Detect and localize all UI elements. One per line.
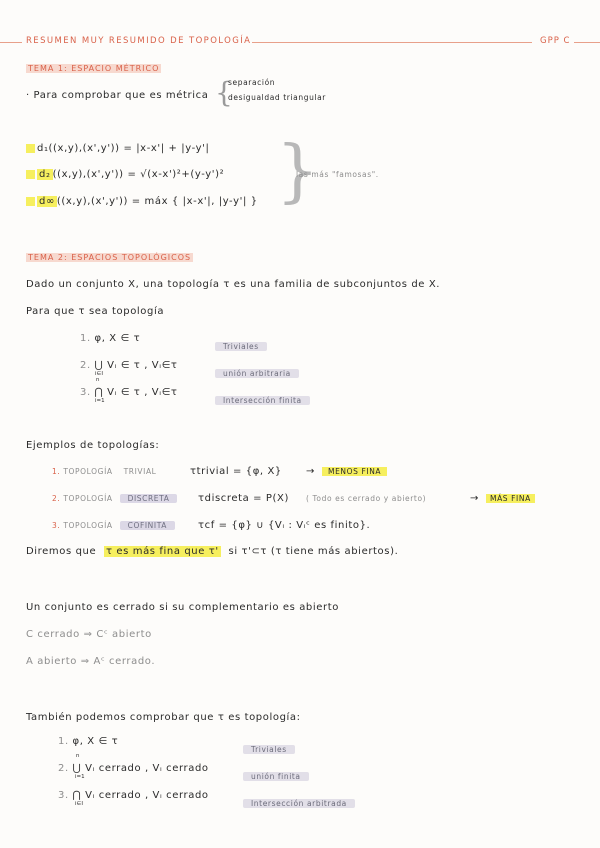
example-discrete: 2. TOPOLOGÍA DISCRETA — [52, 494, 177, 503]
axiom-3: 3. ⋂ Vᵢ ∈ τ , Vᵢ∈τ — [80, 387, 178, 398]
axiom2-3-tag: Intersección arbitrada — [243, 791, 355, 810]
axiom-1: 1. φ, X ∈ τ — [80, 333, 141, 344]
author-tag: GPP C — [540, 36, 571, 46]
axiom-3-sub: i=1 — [95, 398, 105, 404]
axiom2-2: 2. ⋃ Vᵢ cerrado , Vᵢ cerrado — [58, 763, 209, 774]
example-trivial-expr: τtrivial = {φ, X} — [190, 466, 282, 477]
example-discrete-expr: τdiscreta = P(X) — [198, 493, 289, 504]
axiom2-3-sub: i∈I — [75, 801, 83, 807]
axiom2-2-sub: i=1 — [75, 774, 85, 780]
header-rule-left — [0, 42, 22, 43]
axiom-2: 2. ⋃ Vᵢ ∈ τ , Vᵢ∈τ — [80, 360, 178, 371]
brace-left: { — [215, 76, 233, 109]
example-discrete-paren: ( Todo es cerrado y abierto) — [306, 494, 427, 503]
example-trivial-arrow: → — [306, 466, 315, 477]
famous-note: las más "famosas". — [296, 170, 379, 179]
axiom2-2-sup: n — [76, 753, 80, 759]
axiom2-1-tag: Triviales — [243, 737, 295, 756]
metric-dinf: d∞ ((x,y),(x',y')) = máx { |x-x'|, |y-y'| } — [26, 196, 258, 207]
metric-d1: d₁((x,y),(x',y')) = |x-x'| + |y-y'| — [26, 143, 209, 154]
metric-check-line: · Para comprobar que es métrica — [26, 90, 209, 101]
closed-implies-open: C cerrado ⇒ Cᶜ abierto — [26, 629, 152, 640]
brace-item-triangle: desigualdad triangular — [228, 93, 326, 102]
axiom2-1: 1. φ, X ∈ τ — [58, 736, 119, 747]
brace-item-separation: separación — [228, 78, 276, 87]
axiom2-2-tag: unión finita — [243, 764, 309, 783]
example-cofinite: 3. TOPOLOGÍA COFINITA — [52, 521, 175, 530]
examples-title: Ejemplos de topologías: — [26, 440, 160, 451]
example-trivial-note: MENOS FINA — [322, 467, 387, 476]
axiom2-3: 3. ⋂ Vᵢ cerrado , Vᵢ cerrado — [58, 790, 209, 801]
axiom-1-tag: Triviales — [215, 334, 267, 353]
brace-right: } — [276, 132, 320, 211]
axiom-3-sup: n — [96, 377, 100, 383]
axiom-2-tag: unión arbitraria — [215, 361, 299, 380]
axiom-3-tag: Intersección finita — [215, 388, 310, 407]
header-rule-middle — [252, 42, 532, 43]
example-discrete-arrow: → — [470, 493, 479, 504]
axiom-2-sub: i∈I — [95, 371, 103, 377]
header-rule-right — [574, 42, 600, 43]
section-title-metric: TEMA 1: ESPACIO MÉTRICO — [28, 64, 160, 73]
topology-intro: Dado un conjunto X, una topología τ es una familia de subconjuntos de X. — [26, 279, 441, 290]
closed-definition: Un conjunto es cerrado si su complementario es abierto — [26, 602, 339, 613]
example-discrete-note: MÁS FINA — [486, 494, 535, 503]
topology-conditions-title: Para que τ sea topología — [26, 306, 165, 317]
metric-d2: d₂ ((x,y),(x',y')) = √(x-x')²+(y-y')² — [26, 169, 224, 180]
example-trivial: 1. TOPOLOGÍA TRIVIAL — [52, 467, 157, 476]
open-implies-closed: A abierto ⇒ Aᶜ cerrado. — [26, 656, 156, 667]
document-title: RESUMEN MUY RESUMIDO DE TOPOLOGÍA — [26, 36, 252, 46]
example-cofinite-expr: τcf = {φ} ∪ {Vᵢ : Vᵢᶜ es finito}. — [198, 520, 371, 531]
also-check-title: También podemos comprobar que τ es topología: — [26, 712, 301, 723]
finer-definition: Diremos que τ es más fina que τ' si τ'⊂τ (τ tiene más abiertos). — [26, 546, 399, 557]
section-title-topological: TEMA 2: ESPACIOS TOPOLÓGICOS — [28, 253, 192, 262]
